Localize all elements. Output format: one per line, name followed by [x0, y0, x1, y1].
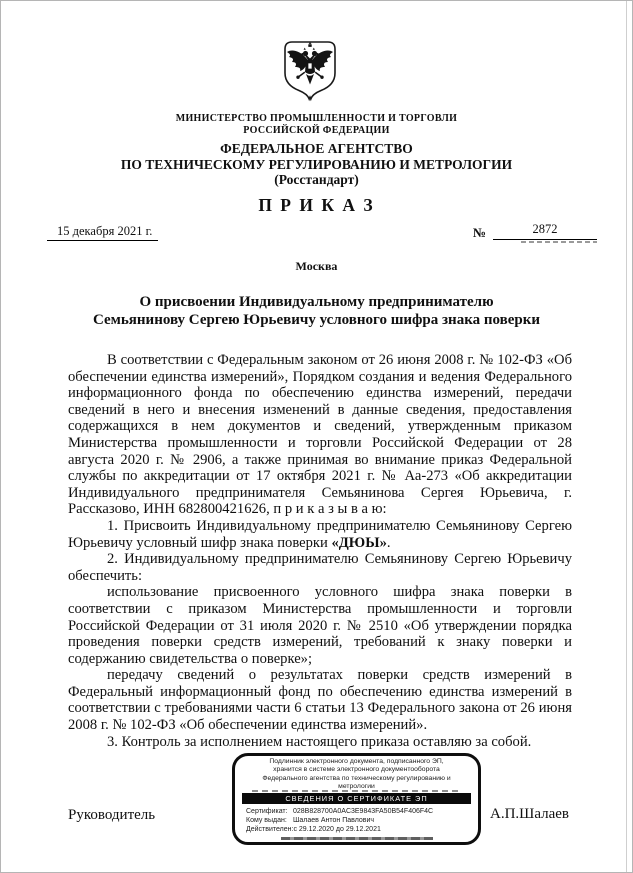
electronic-signature-stamp	[232, 753, 481, 845]
order-title-line-1: О присвоении Индивидуальному предпринимателю	[139, 294, 494, 310]
item-1-text: 1. Присвоить Индивидуальному предпринимателю Семьянинову Сергею Юрьевичу условный шифр знака поверки	[68, 517, 572, 551]
stamp-line-1: Подлинник электронного документа, подписанного ЭП,	[269, 758, 444, 765]
issued-to-value: Шалаев Антон Павлович	[293, 816, 375, 824]
issued-to-row	[246, 817, 478, 826]
order-title	[1, 293, 632, 329]
stamp-line-3: Федерального агентства по техническому регулированию и	[262, 774, 451, 782]
document-type-heading: П Р И К А З	[258, 195, 375, 215]
order-body	[68, 352, 572, 750]
date-value: 15 декабря 2021 г.	[47, 224, 158, 241]
stamp-header-text	[235, 758, 478, 791]
number-sign: №	[473, 225, 487, 240]
order-title-line-2: Семьянинову Сергею Юрьевичу условного шифра знака поверки	[92, 312, 541, 328]
signatory-name: А.П.Шалаев	[490, 806, 569, 822]
agency-short-name: (Росстандарт)	[274, 172, 359, 187]
certificate-label: Сертификат:	[246, 808, 288, 816]
certificate-row	[246, 808, 478, 817]
agency-line-1: ФЕДЕРАЛЬНОЕ АГЕНТСТВО	[220, 141, 413, 156]
validity-row	[246, 826, 478, 835]
agency-name	[1, 141, 632, 188]
validity-value: с 29.12.2020 до 29.12.2021	[293, 825, 381, 833]
issue-city: Москва	[295, 259, 338, 273]
agency-line-2: ПО ТЕХНИЧЕСКОМУ РЕГУЛИРОВАНИЮ И МЕТРОЛОГИИ	[120, 156, 513, 172]
certificate-details	[246, 808, 478, 834]
item-3-paragraph: 3. Контроль за исполнением настоящего приказа оставляю за собой.	[107, 733, 532, 750]
verification-mark-code: «ДЮЫ»	[331, 534, 387, 551]
stamp-scan-artifact	[281, 837, 433, 840]
signatory-role: Руководитель	[68, 807, 156, 823]
stamp-line-4: метрологии	[338, 782, 375, 790]
ministry-line-2: РОССИЙСКОЙ ФЕДЕРАЦИИ	[243, 124, 390, 136]
issued-to-label: Кому выдан:	[246, 816, 287, 824]
preamble-paragraph: В соответствии с Федеральным законом от 26 июня 2008 г. № 102-ФЗ «Об обеспечении единства измерений», Порядком создания и ведения Федерального информационного фонда по обеспечению единства измерений, передачи сведений в него и внесения изменений в данные сведения, предоставления содержащихся в нем документов и сведений, утвержденным приказом Министерства промышленности и торговли Российской Федерации от 28 августа 2020 г. № 2906, а также принимая во внимание приказ Федеральной службы по аккредитации от 17 октября 2021 г. № Аа-273 «Об аккредитации Индивидуального предпринимателя Семьянинова Сергея Юрьевича, г. Рассказово, ИНН 682800421626, п р и к а з ы в а ю:	[68, 352, 572, 518]
russia-coat-of-arms-icon	[278, 38, 342, 108]
item-2b-paragraph: передачу сведений о результатах поверки средств измерений в Федеральный информационный фонд по обеспечению единства измерений в соответствии с требованиями части 6 статьи 13 Федерального закона от 26 июня 2008 г. № 102-ФЗ «Об обеспечении единства измерений».	[68, 667, 572, 734]
item-1-paragraph	[68, 518, 572, 551]
ministry-line-1: МИНИСТЕРСТВО ПРОМЫШЛЕННОСТИ И ТОРГОВЛИ	[175, 113, 458, 124]
item-1-period: .	[386, 534, 391, 551]
validity-label: Действителен:	[246, 825, 294, 833]
document-number: 2872	[493, 222, 597, 240]
certificate-banner: СВЕДЕНИЯ О СЕРТИФИКАТЕ ЭП	[242, 793, 471, 804]
certificate-value: 028B828700A0AC3E9843FA50B54F406F4C	[293, 808, 434, 816]
document-date	[47, 224, 158, 241]
item-2-paragraph: 2. Индивидуальному предпринимателю Семьянинову Сергею Юрьевичу обеспечить:	[68, 551, 572, 584]
ministry-name	[1, 113, 632, 136]
item-2a-paragraph: использование присвоенного условного шифра знака поверки в соответствии с приказом Министерства промышленности и торговли Российской Федерации от 31 июля 2020 г. № 2510 «Об утверждении порядка проведения поверки средств измерений, требований к знаку поверки и содержанию свидетельства о поверке»;	[68, 584, 572, 667]
stamp-line-2: хранится в системе электронного документооборота	[273, 766, 440, 774]
